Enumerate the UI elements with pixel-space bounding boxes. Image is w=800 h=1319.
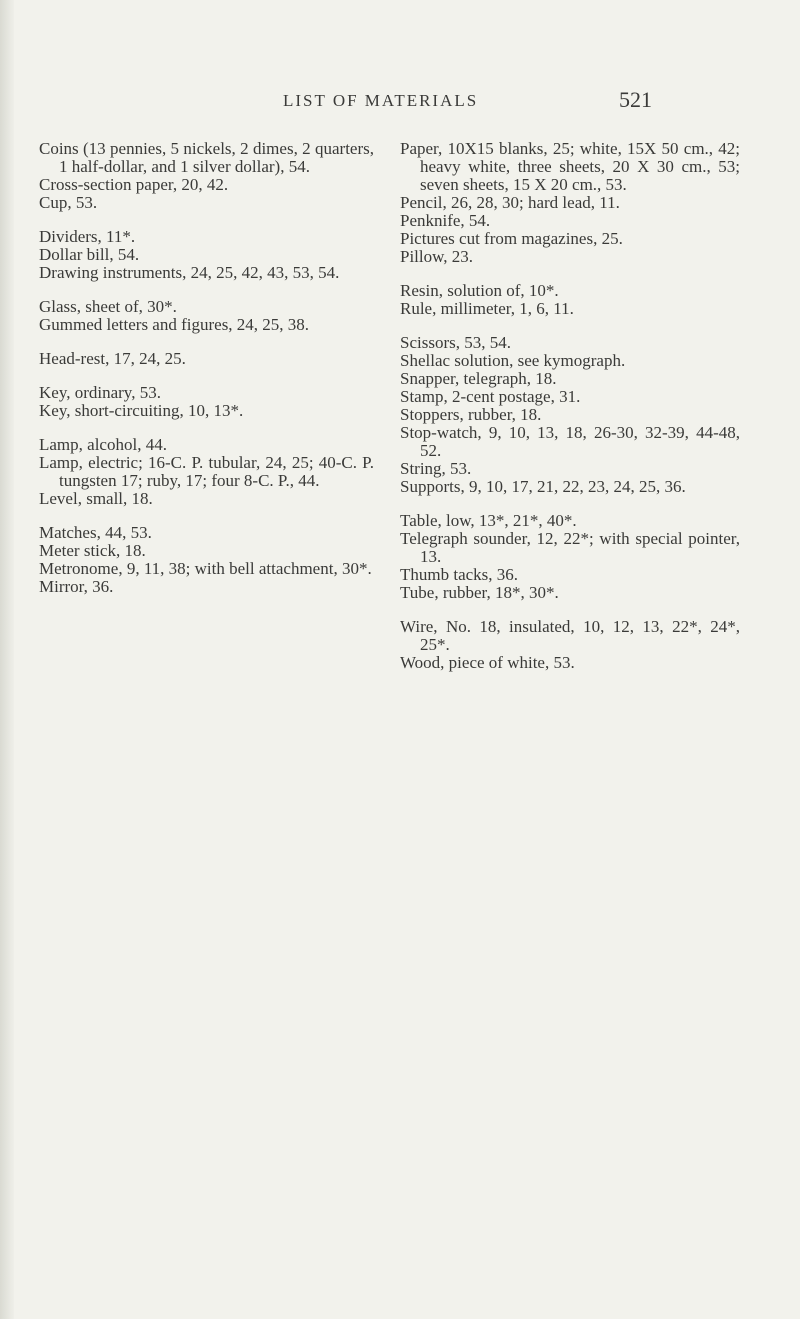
index-entry: Key, short-circuiting, 10, 13*. — [39, 401, 244, 420]
page-number: 521 — [619, 87, 652, 112]
page-header — [0, 87, 800, 117]
index-entry: Lamp, electric; 16-C. P. tubular, 24, 25; 40-C. P. tungsten 17; ruby, 17; four 8-C. P., 44. — [39, 453, 374, 490]
index-group — [400, 140, 740, 266]
index-group — [400, 282, 740, 318]
running-title: LIST OF MATERIALS — [283, 91, 479, 110]
index-entry: Shellac solution, see kymograph. — [400, 351, 626, 370]
index-entry: Drawing instruments, 24, 25, 42, 43, 53, 54. — [39, 263, 340, 282]
index-column-left — [39, 140, 374, 612]
index-entry: String, 53. — [400, 459, 472, 478]
index-entry: Matches, 44, 53. — [39, 523, 152, 542]
index-entry: Coins (13 pennies, 5 nickels, 2 dimes, 2 quarters, 1 half-dollar, and 1 silver dollar), 54. — [39, 139, 374, 176]
index-entry: Pillow, 23. — [400, 247, 474, 266]
index-group — [39, 228, 374, 282]
index-entry: Metronome, 9, 11, 38; with bell attachment, 30*. — [39, 559, 372, 578]
index-entry: Stop-watch, 9, 10, 13, 18, 26-30, 32-39, 44-48, 52. — [400, 423, 740, 460]
index-entry: Supports, 9, 10, 17, 21, 22, 23, 24, 25, 36. — [400, 477, 686, 496]
index-entry: Table, low, 13*, 21*, 40*. — [400, 511, 577, 530]
index-group — [39, 436, 374, 508]
index-entry: Snapper, telegraph, 18. — [400, 369, 557, 388]
index-entry: Level, small, 18. — [39, 489, 153, 508]
index-group — [39, 384, 374, 420]
index-entry: Wire, No. 18, insulated, 10, 12, 13, 22*, 24*, 25*. — [400, 617, 740, 654]
index-entry: Scissors, 53, 54. — [400, 333, 511, 352]
index-entry: Glass, sheet of, 30*. — [39, 297, 177, 316]
index-entry: Lamp, alcohol, 44. — [39, 435, 167, 454]
index-entry: Stamp, 2-cent postage, 31. — [400, 387, 581, 406]
index-entry: Meter stick, 18. — [39, 541, 146, 560]
index-entry: Tube, rubber, 18*, 30*. — [400, 583, 559, 602]
index-entry: Penknife, 54. — [400, 211, 491, 230]
index-entry: Rule, millimeter, 1, 6, 11. — [400, 299, 574, 318]
index-entry: Pencil, 26, 28, 30; hard lead, 11. — [400, 193, 620, 212]
index-entry: Dollar bill, 54. — [39, 245, 140, 264]
index-group — [39, 350, 374, 368]
index-entry: Mirror, 36. — [39, 577, 114, 596]
index-entry: Gummed letters and figures, 24, 25, 38. — [39, 315, 310, 334]
index-entry: Thumb tacks, 36. — [400, 565, 519, 584]
index-entry: Telegraph sounder, 12, 22*; with special pointer, 13. — [400, 529, 740, 566]
index-group — [400, 512, 740, 602]
page-spine-shadow — [0, 0, 14, 1319]
index-entry: Dividers, 11*. — [39, 227, 136, 246]
index-group — [400, 618, 740, 672]
index-entry: Key, ordinary, 53. — [39, 383, 161, 402]
index-entry: Resin, solution of, 10*. — [400, 281, 559, 300]
index-entry: Head-rest, 17, 24, 25. — [39, 349, 186, 368]
index-group — [39, 140, 374, 212]
index-group — [400, 334, 740, 496]
index-entry: Stoppers, rubber, 18. — [400, 405, 542, 424]
index-entry: Pictures cut from magazines, 25. — [400, 229, 623, 248]
index-column-right — [400, 140, 740, 688]
index-group — [39, 298, 374, 334]
index-entry: Wood, piece of white, 53. — [400, 653, 575, 672]
index-entry: Paper, 10X15 blanks, 25; white, 15X 50 cm., 42; heavy white, three sheets, 20 X 30 cm., 53; seven sheets, 15 X 20 cm., 53. — [400, 139, 740, 194]
index-entry: Cup, 53. — [39, 193, 98, 212]
index-group — [39, 524, 374, 596]
index-entry: Cross-section paper, 20, 42. — [39, 175, 229, 194]
